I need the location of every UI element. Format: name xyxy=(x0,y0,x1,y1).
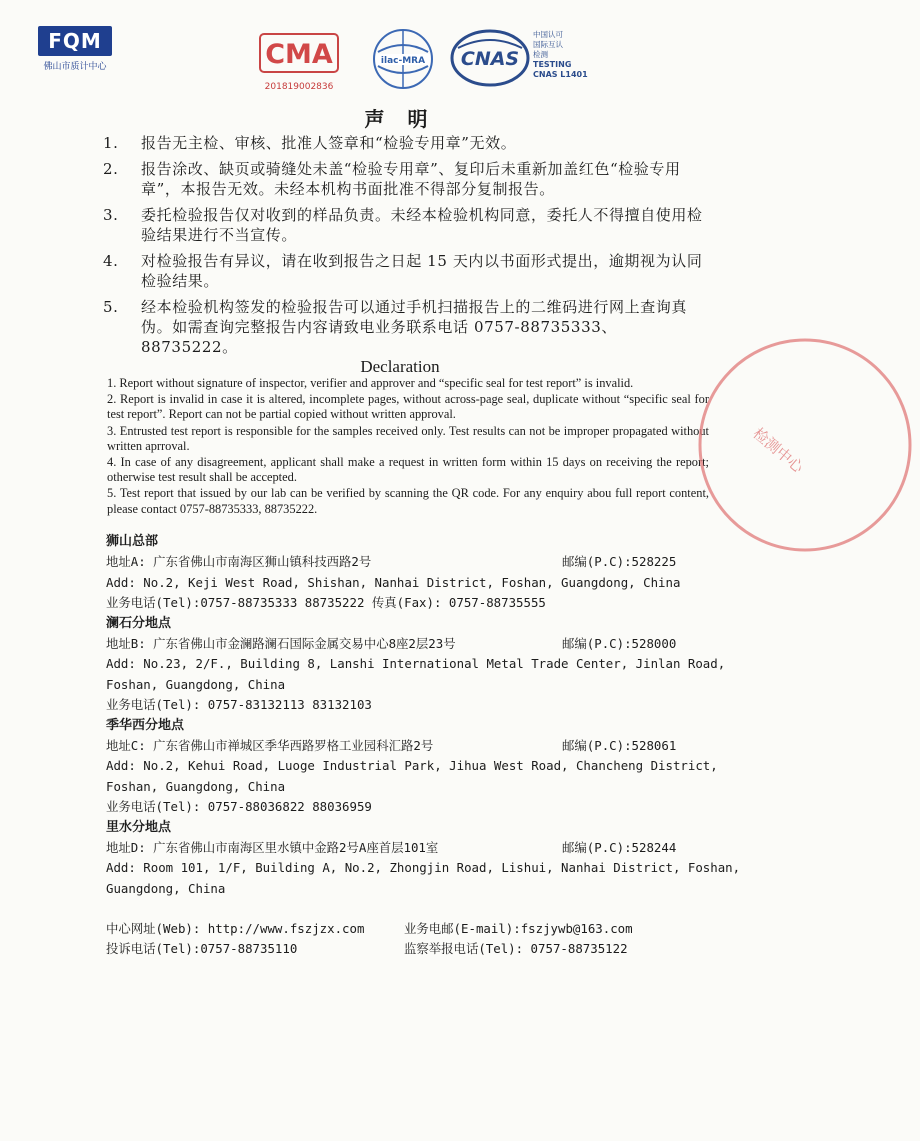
location-block xyxy=(106,614,726,716)
cnas-caption-testing: TESTING xyxy=(533,60,572,69)
location-address-cn: 地址A: 广东省佛山市南海区狮山镇科技西路2号 xyxy=(106,554,372,569)
location-address-en: Add: No.23, 2/F., Building 8, Lanshi International Metal Trade Center, Jinlan Road, xyxy=(106,656,726,671)
location-block xyxy=(106,532,726,614)
location-postcode: 邮编(P.C):528244 xyxy=(562,839,677,855)
cnas-caption-cn2: 国际互认 xyxy=(533,40,563,49)
fqm-logo-mark: FQM xyxy=(38,26,112,56)
location-address-cn-row xyxy=(106,552,726,573)
location-block xyxy=(106,818,741,900)
cnas-logo-icon xyxy=(450,28,530,88)
location-name: 季华西分地点 xyxy=(106,717,185,733)
en-declaration-item: 2. Report is invalid in case it is altered, incomplete pages, without across-page seal, duplicate without “specific seal for test report”. Report can not be partial copied without written approval. xyxy=(107,392,709,422)
en-declaration-list xyxy=(107,376,709,518)
cn-declaration-item xyxy=(103,133,703,153)
cma-logo xyxy=(258,30,340,92)
cnas-caption xyxy=(533,30,588,80)
ilac-mra-logo-icon xyxy=(372,28,434,90)
cn-item-number: 3. xyxy=(103,206,119,224)
cn-declaration-title: 声 明 xyxy=(364,107,436,131)
fqm-logo xyxy=(30,26,120,72)
cn-item-number: 4. xyxy=(103,252,119,270)
cn-item-text: 报告涂改、缺页或骑缝处未盖“检验专用章”、复印后未重新加盖红色“检验专用章”，本报告无效。未经本机构书面批准不得部分复制报告。 xyxy=(141,160,681,198)
location-address-en-cont: Foshan, Guangdong, China xyxy=(106,676,286,692)
location-address-cn: 地址D: 广东省佛山市南海区里水镇中金路2号A座首层101室 xyxy=(106,839,439,855)
footer-report-phone: 监察举报电话(Tel): 0757-88735122 xyxy=(404,941,628,956)
seal-text: 检测中心 xyxy=(749,424,807,477)
location-address-en: Add: Room 101, 1/F, Building A, No.2, Zhongjin Road, Lishui, Nanhai District, Foshan, xyxy=(106,860,741,875)
location-block xyxy=(106,716,726,818)
location-name: 狮山总部 xyxy=(106,534,159,549)
en-declaration-item: 1. Report without signature of inspector, verifier and approver and “specific seal for test report” is invalid. xyxy=(107,376,634,390)
cma-mark-text: CMA xyxy=(265,39,333,70)
footer-row xyxy=(106,939,726,959)
location-address-cn: 地址C: 广东省佛山市禅城区季华西路罗格工业园科汇路2号 xyxy=(106,737,434,753)
location-address-cn-row xyxy=(106,838,726,859)
en-declaration-item: 5. Test report that issued by our lab can be verified by scanning the QR code. For any enquiry abou full report content, please contact 0757-88735333, 88735222. xyxy=(107,486,709,516)
cn-item-number: 5. xyxy=(103,298,119,316)
cn-declaration-item xyxy=(103,251,703,291)
cnas-caption-cn1: 中国认可 xyxy=(533,30,563,39)
red-seal-stamp-icon xyxy=(690,330,920,560)
en-declaration-title: Declaration xyxy=(360,357,440,376)
fqm-logo-subtitle: 佛山市质计中心 xyxy=(43,62,107,72)
cn-item-text: 委托检验报告仅对收到的样品负责。未经本检验机构同意，委托人不得擅自使用检验结果进行不当宣传。 xyxy=(141,206,703,244)
location-address-cn-row xyxy=(106,736,726,757)
location-phone: 业务电话(Tel):0757-88735333 88735222 传真(Fax): 0757-88735555 xyxy=(106,595,546,610)
cn-item-number: 1. xyxy=(103,134,119,152)
cn-item-text: 报告无主检、审核、批准人签章和“检验专用章”无效。 xyxy=(141,134,517,152)
location-postcode: 邮编(P.C):528225 xyxy=(562,554,677,569)
footer-website: 中心网址(Web): http://www.fszjzx.com xyxy=(106,921,365,936)
cma-mark-icon xyxy=(258,30,340,76)
cma-number: 201819002836 xyxy=(264,82,334,92)
cn-item-text: 经本检验机构签发的检验报告可以通过手机扫描报告上的二维码进行网上查询真伪。如需查询完整报告内容请致电业务联系电话 0757-88735333、88735222。 xyxy=(141,298,688,356)
location-name: 澜石分地点 xyxy=(106,615,172,631)
location-address-en: Add: No.2, Keji West Road, Shishan, Nanhai District, Foshan, Guangdong, China xyxy=(106,574,681,590)
location-address-en-cont: Guangdong, China xyxy=(106,880,226,896)
en-declaration-item: 4. In case of any disagreement, applicant shall make a request in written form within 15 days on receiving the report; otherwise test result shall be accepted. xyxy=(107,455,709,485)
cn-item-text: 对检验报告有异议，请在收到报告之日起 15 天内以书面形式提出，逾期视为认同检验结果。 xyxy=(141,252,703,290)
cn-declaration-list xyxy=(103,133,703,363)
location-address-cn: 地址B: 广东省佛山市金澜路澜石国际金属交易中心8座2层23号 xyxy=(106,635,456,651)
location-address-en: Add: No.2, Kehui Road, Luoge Industrial Park, Jihua West Road, Chancheng District, xyxy=(106,758,718,773)
location-address-cn-row xyxy=(106,634,726,655)
location-name: 里水分地点 xyxy=(106,819,172,835)
location-phone: 业务电话(Tel): 0757-83132113 83132103 xyxy=(106,697,372,712)
cn-declaration-item xyxy=(103,297,703,357)
footer-complaint-phone: 投诉电话(Tel):0757-88735110 xyxy=(106,941,298,956)
cn-item-number: 2. xyxy=(103,160,119,178)
ilac-mark-text: ilac-MRA xyxy=(380,56,426,66)
location-postcode: 邮编(P.C):528000 xyxy=(562,635,677,651)
cnas-caption-cn3: 检测 xyxy=(533,50,548,59)
cn-declaration-item xyxy=(103,205,703,245)
contact-footer xyxy=(106,919,726,959)
cn-declaration-item xyxy=(103,159,703,199)
location-phone: 业务电话(Tel): 0757-88036822 88036959 xyxy=(106,799,372,814)
footer-email: 业务电邮(E-mail):fszjywb@163.com xyxy=(404,921,633,936)
cnas-caption-code: CNAS L1401 xyxy=(533,70,588,79)
location-postcode: 邮编(P.C):528061 xyxy=(562,737,677,753)
locations-section xyxy=(106,532,741,899)
location-address-en-cont: Foshan, Guangdong, China xyxy=(106,778,286,794)
en-declaration-item: 3. Entrusted test report is responsible for the samples received only. Test results can not be improper propagated without written aprroval. xyxy=(107,423,709,453)
cnas-mark-text: CNAS xyxy=(460,48,520,70)
footer-row xyxy=(106,919,726,939)
